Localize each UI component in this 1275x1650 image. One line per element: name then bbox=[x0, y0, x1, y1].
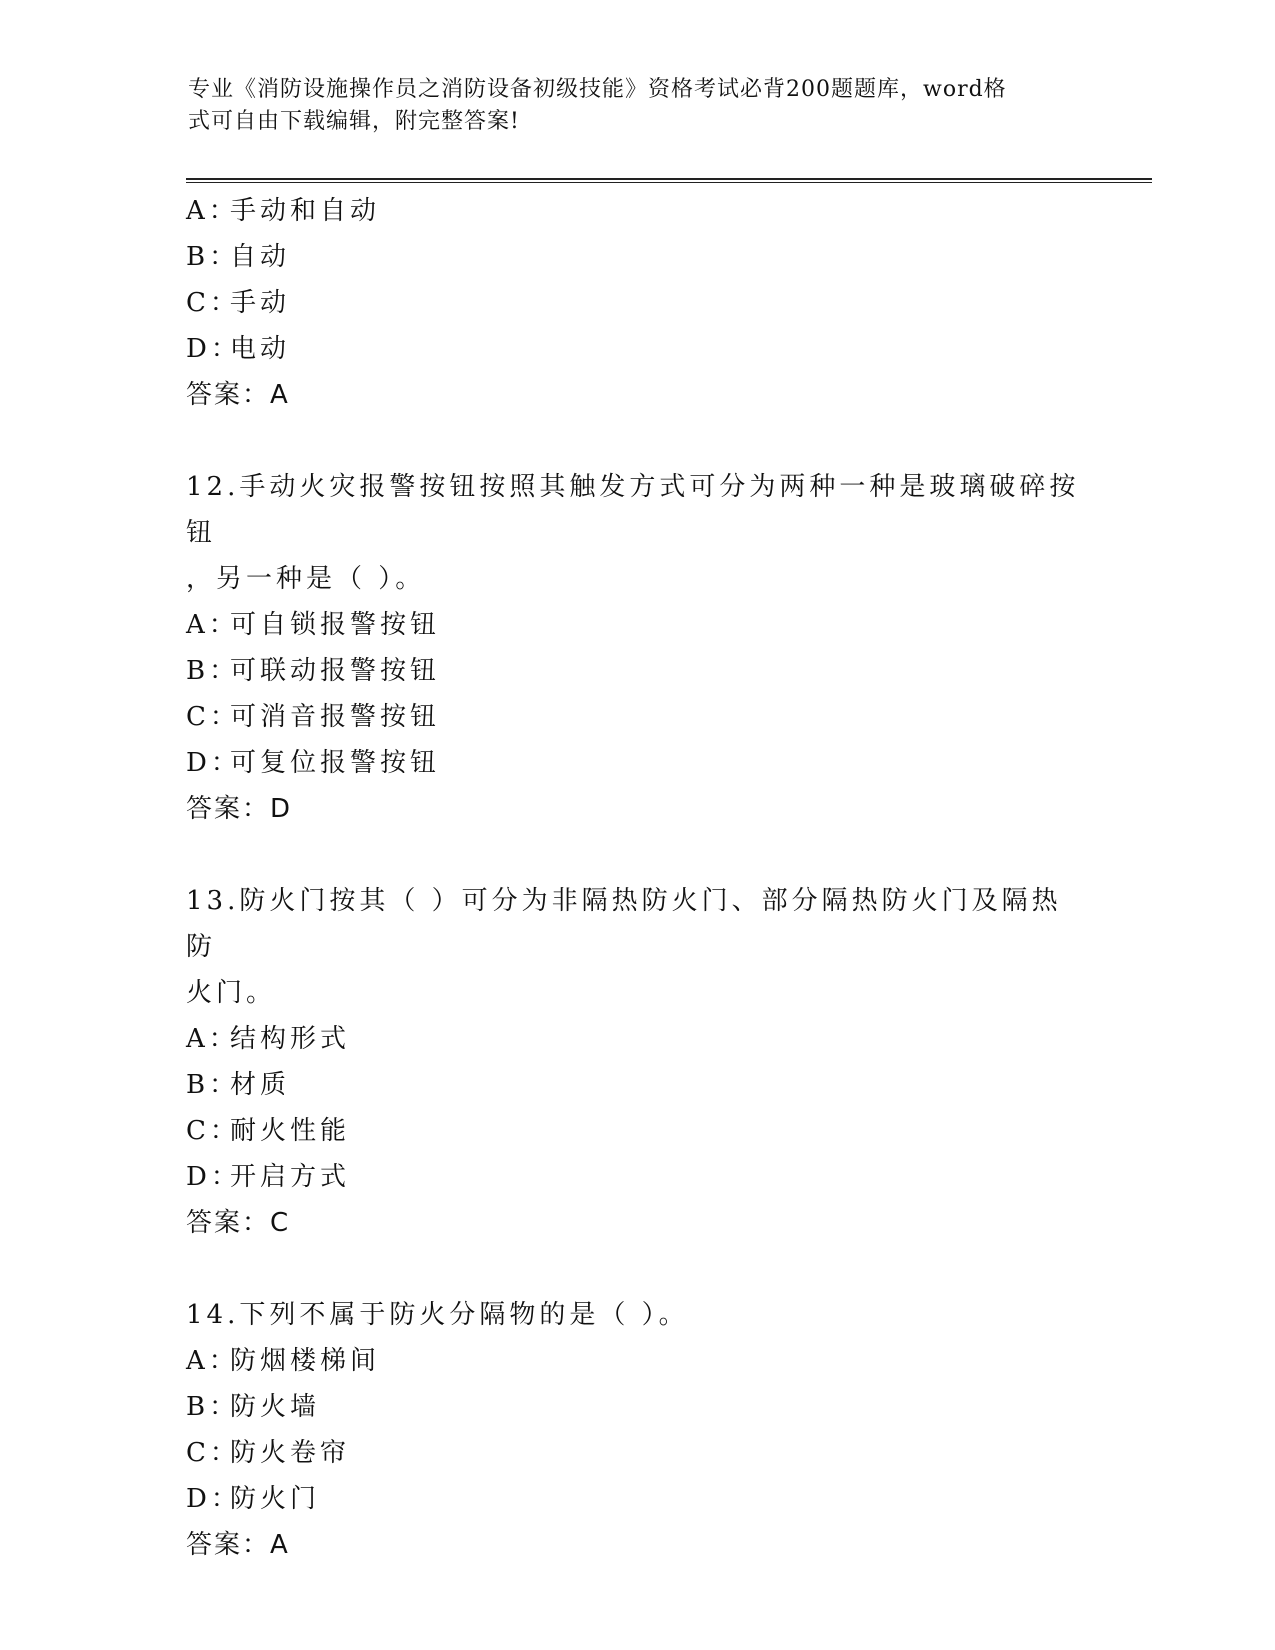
option-text: 结构形式 bbox=[230, 1024, 351, 1054]
option-letter: D： bbox=[186, 1162, 241, 1192]
option-c bbox=[186, 280, 1086, 326]
question-stem bbox=[186, 464, 1086, 602]
header-line-2: 式可自由下载编辑，附完整答案! bbox=[188, 109, 520, 134]
option-letter: D： bbox=[186, 334, 241, 364]
answer-label: 答案：A bbox=[186, 1530, 290, 1560]
option-a bbox=[186, 1338, 1086, 1384]
option-text: 可联动报警按钮 bbox=[230, 656, 441, 686]
option-a bbox=[186, 602, 1086, 648]
question-12 bbox=[186, 464, 1086, 832]
option-c bbox=[186, 1430, 1086, 1476]
option-text: 可自锁报警按钮 bbox=[230, 610, 441, 640]
option-letter: B： bbox=[186, 656, 240, 686]
option-d bbox=[186, 1476, 1086, 1522]
stem-line-2: ，另一种是（ ）。 bbox=[186, 564, 426, 594]
option-text: 材质 bbox=[230, 1070, 291, 1100]
option-letter: B： bbox=[186, 242, 240, 272]
question-stem bbox=[186, 878, 1086, 1016]
option-letter: C： bbox=[186, 288, 240, 318]
option-letter: A： bbox=[186, 1346, 239, 1376]
header-line-1: 专业《消防设施操作员之消防设备初级技能》资格考试必背200题题库，word格 bbox=[188, 77, 1007, 102]
stem-line-1: 12.手动火灾报警按钮按照其触发方式可分为两种一种是玻璃破碎按钮 bbox=[186, 472, 1080, 548]
answer-label: 答案：C bbox=[186, 1208, 291, 1238]
question-list bbox=[186, 188, 1086, 1568]
option-letter: A： bbox=[186, 196, 239, 226]
option-text: 开启方式 bbox=[230, 1162, 351, 1192]
option-text: 防火卷帘 bbox=[230, 1438, 351, 1468]
option-letter: B： bbox=[186, 1070, 240, 1100]
question-stem bbox=[186, 1292, 1086, 1338]
option-d bbox=[186, 1154, 1086, 1200]
header-divider bbox=[186, 178, 1152, 183]
stem-line-1: 13.防火门按其（ ）可分为非隔热防火门、部分隔热防火门及隔热防 bbox=[186, 886, 1062, 962]
option-text: 防火门 bbox=[230, 1484, 321, 1514]
spacer bbox=[186, 418, 1086, 464]
option-c bbox=[186, 1108, 1086, 1154]
answer-label: 答案：D bbox=[186, 794, 293, 824]
option-text: 手动和自动 bbox=[230, 196, 381, 226]
option-text: 可消音报警按钮 bbox=[230, 702, 441, 732]
option-letter: C： bbox=[186, 1438, 240, 1468]
option-letter: C： bbox=[186, 1116, 240, 1146]
option-text: 可复位报警按钮 bbox=[230, 748, 441, 778]
option-b bbox=[186, 1062, 1086, 1108]
option-text: 防烟楼梯间 bbox=[230, 1346, 381, 1376]
option-b bbox=[186, 648, 1086, 694]
stem-line-1: 14.下列不属于防火分隔物的是（ ）。 bbox=[186, 1300, 689, 1330]
spacer bbox=[186, 1246, 1086, 1292]
option-d bbox=[186, 326, 1086, 372]
option-text: 耐火性能 bbox=[230, 1116, 351, 1146]
option-b bbox=[186, 234, 1086, 280]
option-letter: B： bbox=[186, 1392, 240, 1422]
option-text: 自动 bbox=[230, 242, 291, 272]
option-letter: D： bbox=[186, 1484, 241, 1514]
option-letter: A： bbox=[186, 1024, 239, 1054]
stem-line-2: 火门。 bbox=[186, 978, 277, 1008]
document-header bbox=[188, 74, 1068, 138]
option-b bbox=[186, 1384, 1086, 1430]
question-14 bbox=[186, 1292, 1086, 1568]
option-text: 电动 bbox=[230, 334, 291, 364]
option-c bbox=[186, 694, 1086, 740]
option-letter: C： bbox=[186, 702, 240, 732]
question-13 bbox=[186, 878, 1086, 1246]
option-a bbox=[186, 188, 1086, 234]
option-d bbox=[186, 740, 1086, 786]
answer-label: 答案：A bbox=[186, 380, 290, 410]
option-letter: D： bbox=[186, 748, 241, 778]
option-letter: A： bbox=[186, 610, 239, 640]
question-11 bbox=[186, 188, 1086, 418]
option-a bbox=[186, 1016, 1086, 1062]
option-text: 防火墙 bbox=[230, 1392, 321, 1422]
option-text: 手动 bbox=[230, 288, 291, 318]
spacer bbox=[186, 832, 1086, 878]
